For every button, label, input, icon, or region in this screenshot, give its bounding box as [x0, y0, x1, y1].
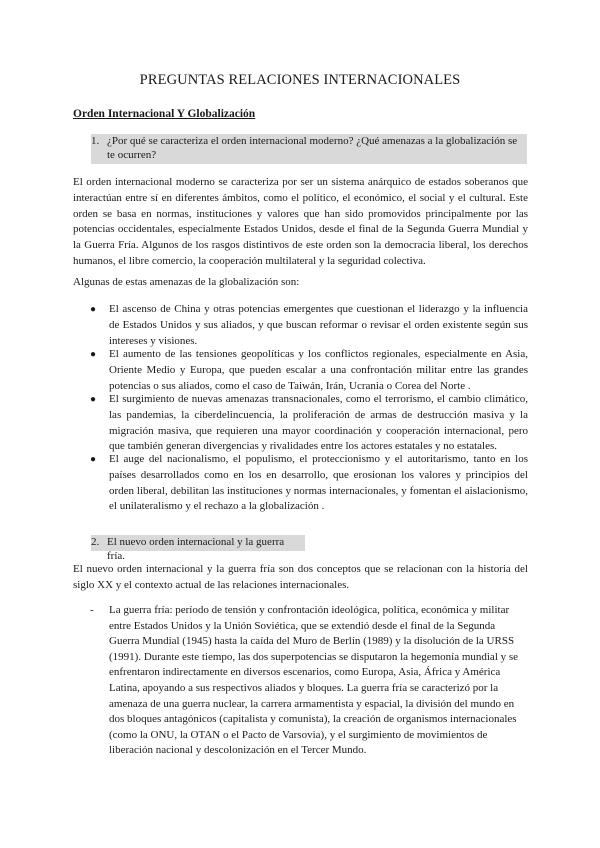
answer-2-paragraph: El nuevo orden internacional y la guerra fría son dos conceptos que se relacionan con la historia del siglo XX y el contexto actual de las relaciones internacionales.	[73, 563, 528, 591]
answer-1-paragraph: El orden internacional moderno se caracteriza por ser un sistema anárquico de estados soberanos que interactúan entre sí en diferentes ámbitos, como el político, el económico, el social y el cultural. Este orden se basa en normas, instituciones y valores que han sido promovidos principalmente por las potencias occidentales, especialmente Estados Unidos, desde el final de la Segunda Guerra Mundial y la Guerra Fría. Algunos de los rasgos distintivos de este orden son la democracia liberal, los derechos humanos, el libre comercio, la cooperación multilateral y la seguridad colectiva.	[73, 176, 528, 267]
question-1-block	[91, 134, 527, 164]
question-2-text: El nuevo orden internacional y la guerra fría.	[107, 536, 285, 562]
threats-intro: Algunas de estas amenazas de la globalización son:	[73, 276, 300, 288]
bullet-icon: ●	[90, 394, 97, 405]
list-item-text: El surgimiento de nuevas amenazas transnacionales, como el terrorismo, el cambio climático, las pandemias, la ciberdelincuencia, la proliferación de armas de destrucción masiva y la migración masiva, que requieren una mayor coordinación y cooperación internacional, pero que también generan divergencias y rivalidades entre los actores estatales y no estatales.	[109, 393, 528, 453]
list-item-text: El aumento de las tensiones geopolíticas y los conflictos regionales, especialmente en Asia, Oriente Medio y Europa, que pueden escalar a una confrontación militar entre las grandes potencias o sus aliados, como el caso de Taiwán, Irán, Ucrania o Corea del Norte .	[109, 348, 528, 392]
list-item-text: La guerra fría: período de tensión y confrontación ideológica, política, económica y militar entre Estados Unidos y la Unión Soviética, que se extendió desde el final de la Segunda Guerra Mundial (1945) hasta la caída del Muro de Berlín (1989) y la disolución de la URSS (1991). Durante este tiempo, las dos superpotencias se disputaron la hegemonía mundial y se enfrentaron indirectamente en diversos escenarios, como Europa, Asia, África y América Latina, apoyando a sus respectivos aliados y bloques. La guerra fría se caracterizó por la amenaza de una guerra nuclear, la carrera armamentista y espacial, la división del mundo en dos bloques antagónicos (capitalista y comunista), la creación de organismos internacionales (como la ONU, la OTAN o el Pacto de Varsovia), y el surgimiento de movimientos de liberación nacional y descolonización en el Tercer Mundo.	[109, 604, 519, 757]
bullet-icon: ●	[90, 349, 97, 360]
document-title: PREGUNTAS RELACIONES INTERNACIONALES	[139, 72, 461, 88]
question-2-block	[91, 535, 305, 562]
list-item-text: El auge del nacionalismo, el populismo, el proteccionismo y el autoritarismo, tanto en los países desarrollados como en los en desarrollo, que erosionan los valores y principios del orden liberal, debilitan las instituciones y normas internacionales, y fomentan el aislacionismo, el unilateralismo y el rechazo a la globalización .	[109, 453, 528, 513]
list-item-text: El ascenso de China y otras potencias emergentes que cuestionan el liderazgo y la influencia de Estados Unidos y sus aliados, y que buscan reformar o revisar el orden existente según sus intereses y visiones.	[109, 303, 528, 347]
bullet-icon: ●	[90, 454, 97, 465]
bullet-icon: ●	[90, 304, 97, 315]
dash-bullet: -	[90, 604, 94, 616]
question-1-number: 1.	[91, 135, 100, 147]
question-2-number: 2.	[91, 536, 100, 548]
section-heading: Orden Internacional Y Globalización	[73, 108, 256, 120]
question-1-text: ¿Por qué se caracteriza el orden internacional moderno? ¿Qué amenazas a la globalización se te ocurren?	[107, 135, 518, 161]
